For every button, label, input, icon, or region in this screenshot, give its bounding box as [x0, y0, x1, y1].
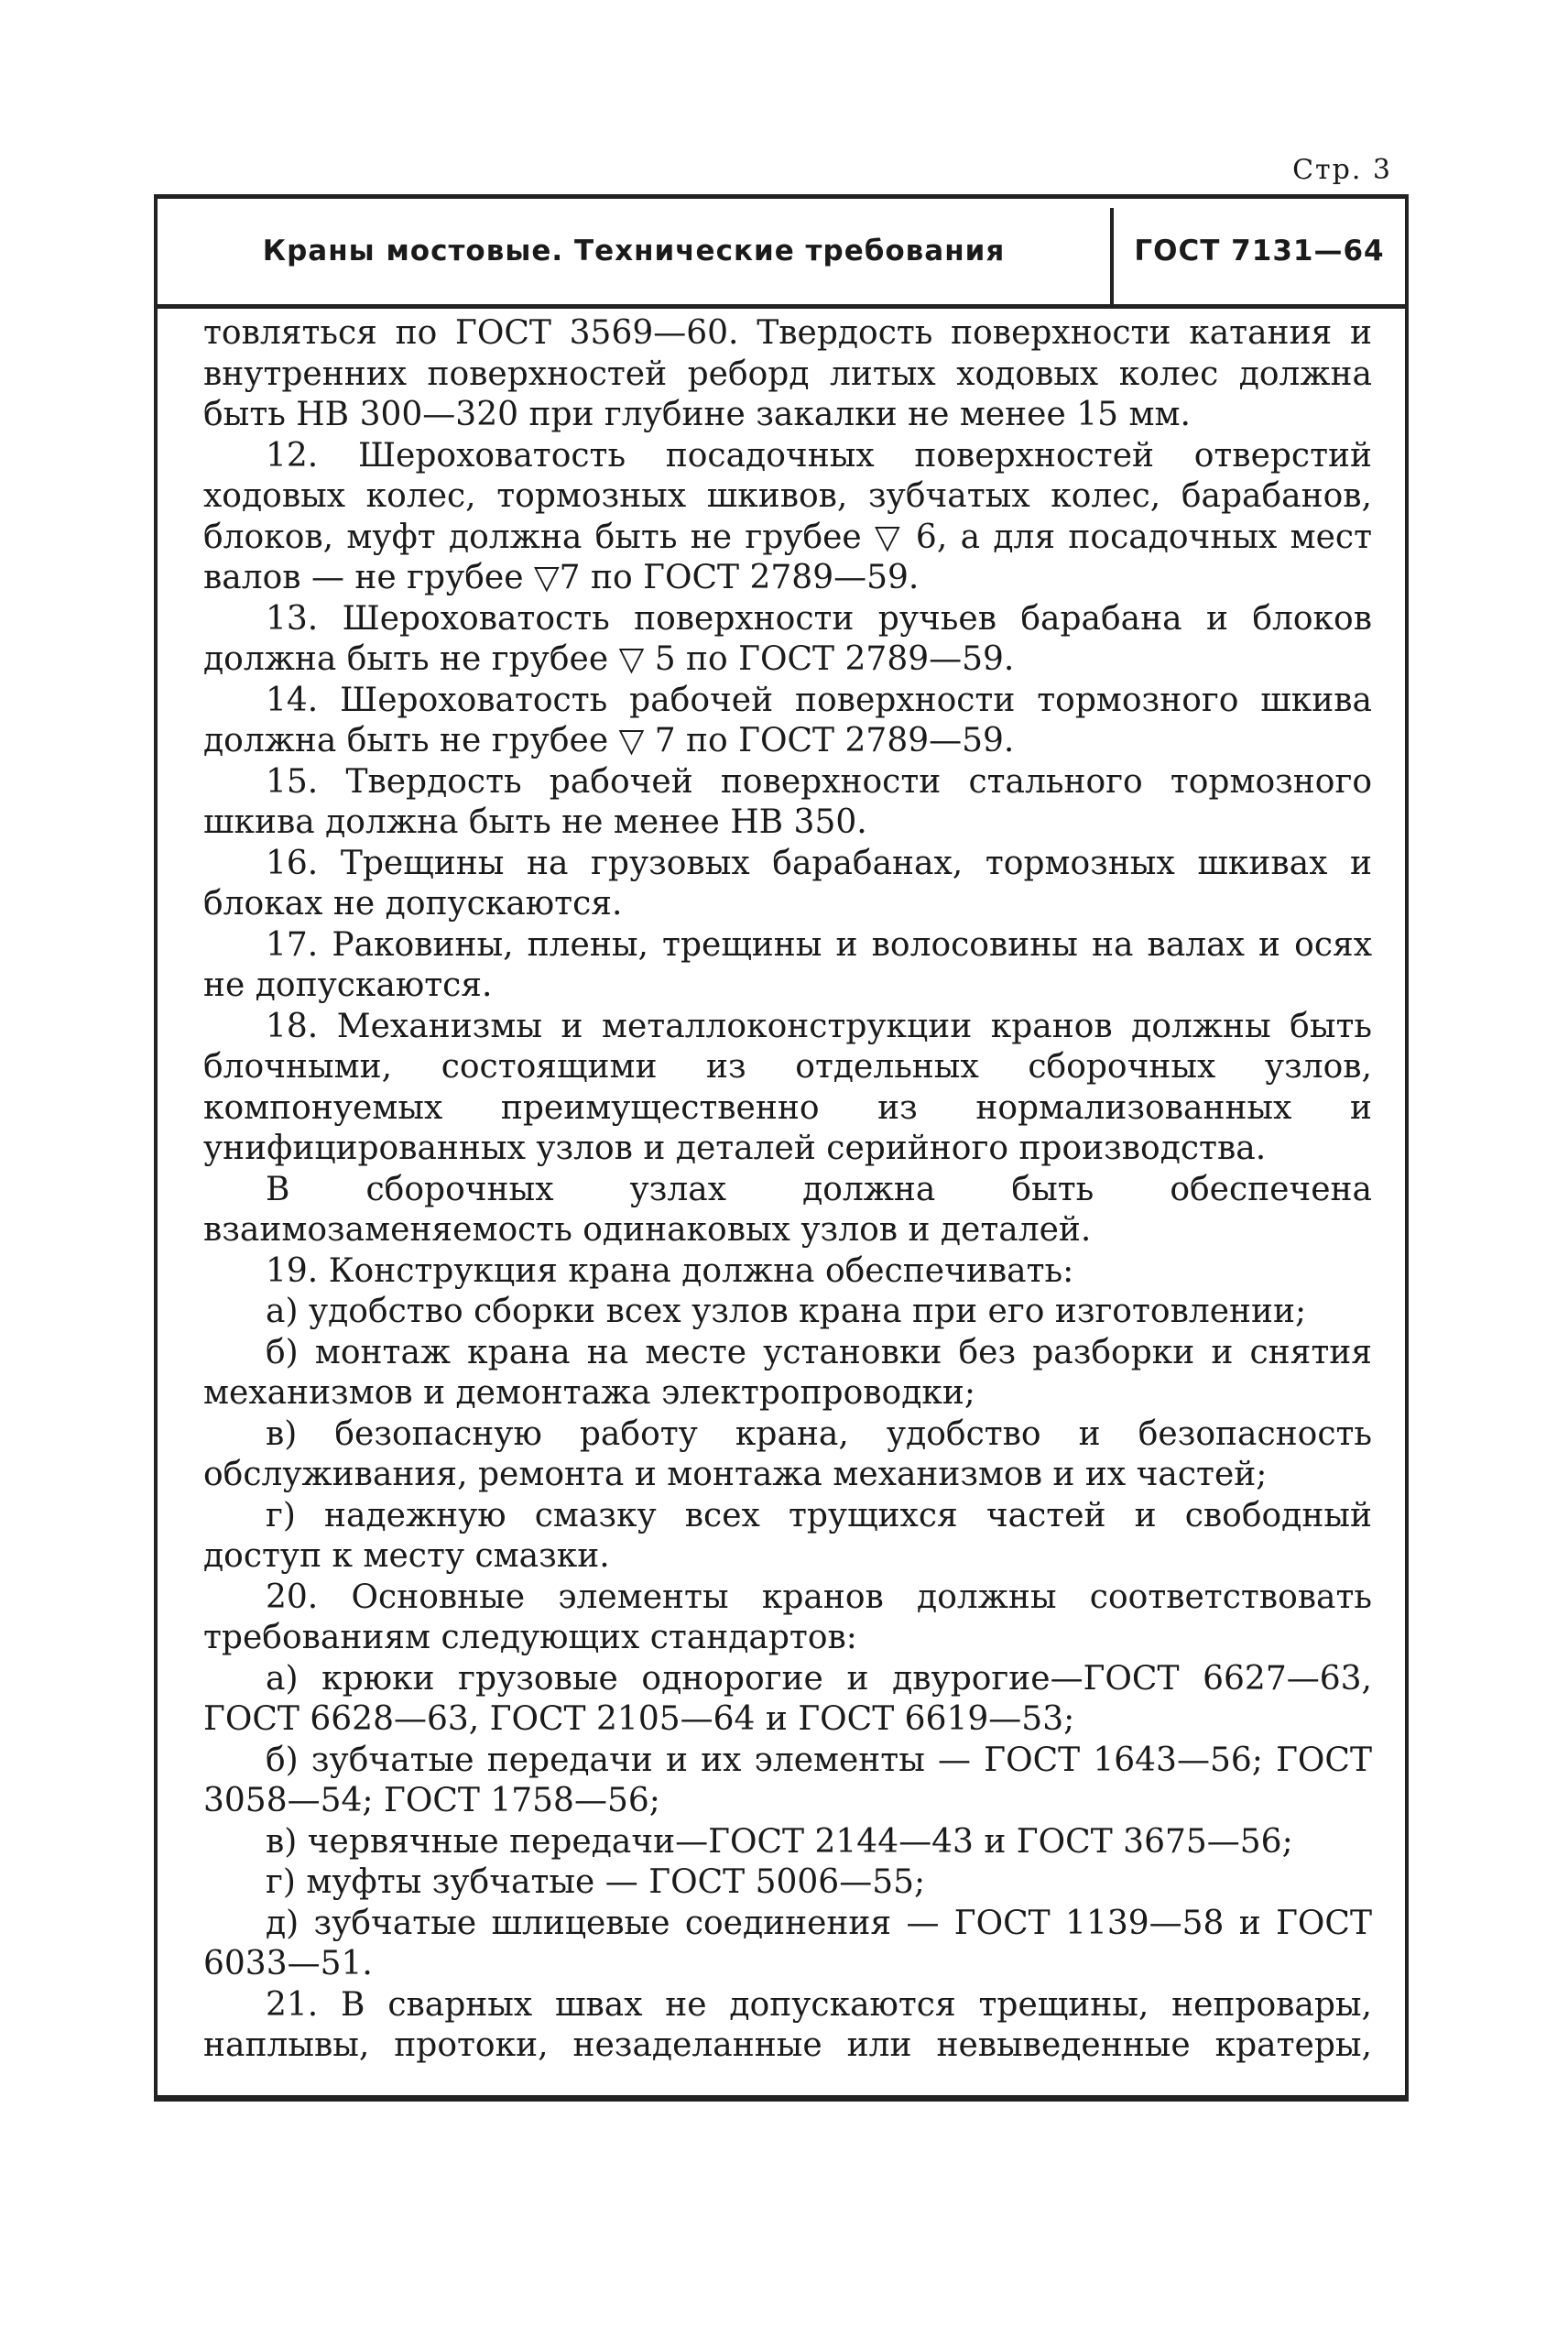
paragraph-19: 19. Конструкция крана должна обеспечивать:: [266, 1251, 1074, 1290]
paragraph-16: 16. Трещины на грузовых барабанах, тормозных шкивах и блоках не допускаются.: [203, 844, 1372, 923]
standard-code: ГОСТ 7131—64: [1134, 235, 1385, 268]
body-text: [203, 313, 1372, 2067]
list-item-20d: д) зубчатые шлицевые соединения — ГОСТ 1139—58 и ГОСТ 6033—51.: [203, 1904, 1372, 1982]
page-number: Стр. 3: [1292, 154, 1392, 186]
paragraph-15: 15. Твердость рабочей поверхности стального тормозного шкива должна быть не менее НВ 350.: [203, 762, 1372, 841]
list-item-19v: в) безопасную работу крана, удобство и безопасность обслуживания, ремонта и монтажа механизмов и их частей;: [203, 1414, 1372, 1493]
paragraph-18-cont: В сборочных узлах должна быть обеспечена взаимозаменяемость одинаковых узлов и деталей.: [203, 1170, 1372, 1249]
paragraph-18: 18. Механизмы и металлоконструкции кранов должны быть блочными, состоящими из отдельных сборочных узлов, компонуемых преимущественно из нормализованных и унифицированных узлов и деталей серийного производства.: [203, 1007, 1372, 1167]
paragraph-21: 21. В сварных швах не допускаются трещины, непровары, наплывы, протоки, незаделанные или невыведенные кратеры,: [203, 1985, 1372, 2064]
paragraph-12: 12. Шероховатость посадочных поверхностей отверстий ходовых колес, тормозных шкивов, зубчатых колес, барабанов, блоков, муфт должна быть не грубее ▽ 6, а для посадочных мест валов — не грубее ▽7 по ГОСТ 2789—59.: [203, 436, 1372, 596]
standard-header: [158, 199, 1405, 309]
list-item-19b: б) монтаж крана на месте установки без разборки и снятия механизмов и демонтажа электропроводки;: [203, 1333, 1372, 1412]
list-item-19a: а) удобство сборки всех узлов крана при его изготовлении;: [266, 1293, 1307, 1330]
list-item-20g: г) муфты зубчатые — ГОСТ 5006—55;: [266, 1863, 926, 1901]
page-frame: [154, 194, 1409, 2102]
paragraph-continuation: товляться по ГОСТ 3569—60. Твердость поверхности катания и внутренних поверхностей реборд литых ходовых колес должна быть НВ 300—320 при глубине закалки не менее 15 мм.: [203, 314, 1372, 433]
list-item-20v: в) червячные передачи—ГОСТ 2144—43 и ГОСТ 3675—56;: [266, 1822, 1293, 1861]
paragraph-14: 14. Шероховатость рабочей поверхности тормозного шкива должна быть не грубее ▽ 7 по ГОСТ 2789—59.: [203, 681, 1372, 759]
header-title: Краны мостовые. Технические требования: [262, 235, 1006, 268]
paragraph-20: 20. Основные элементы кранов должны соответствовать требованиям следующих стандартов:: [203, 1578, 1372, 1656]
paragraph-13: 13. Шероховатость поверхности ручьев барабана и блоков должна быть не грубее ▽ 5 по ГОСТ 2789—59.: [203, 599, 1372, 678]
list-item-19g: г) надежную смазку всех трущихся частей и свободный доступ к месту смазки.: [203, 1496, 1372, 1575]
list-item-20a: а) крюки грузовые однорогие и двурогие—ГОСТ 6627—63, ГОСТ 6628—63, ГОСТ 2105—64 и ГОСТ 6619—53;: [203, 1659, 1372, 1738]
list-item-20b: б) зубчатые передачи и их элементы — ГОСТ 1643—56; ГОСТ 3058—54; ГОСТ 1758—56;: [203, 1741, 1372, 1819]
paragraph-17: 17. Раковины, плены, трещины и волосовины на валах и осях не допускаются.: [203, 925, 1372, 1004]
